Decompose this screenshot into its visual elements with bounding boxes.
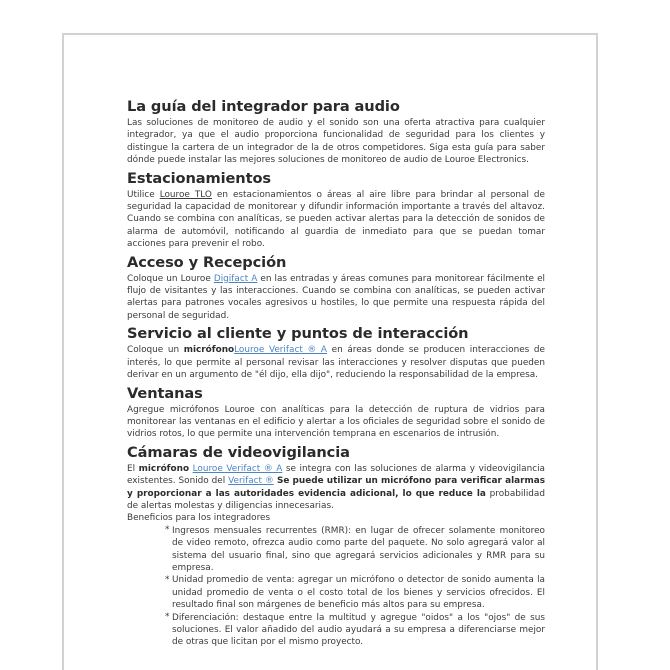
text-run: probabilidad de alertas molestas y diligencias innecesarias. bbox=[127, 488, 545, 511]
list-item bbox=[165, 612, 545, 649]
section-paragraph-estacionamientos bbox=[127, 189, 545, 251]
text-run: El bbox=[127, 463, 139, 474]
section-paragraph-camaras-videovigilancia bbox=[127, 463, 545, 513]
list-item bbox=[165, 574, 545, 611]
list-item-text: Unidad promedio de venta: agregar un micrófono o detector de sonido aumenta la unidad promedio de venta o el costo total de los bienes y servicios ofrecidos. El resultado final son márgenes de beneficio más altos para su empresa. bbox=[172, 575, 545, 611]
text-run: Utilice bbox=[127, 189, 160, 200]
section-heading-ventanas: Ventanas bbox=[127, 384, 203, 402]
link-louroe-verifact-a-2[interactable]: Louroe Verifact ® A bbox=[192, 463, 283, 474]
bullet-marker-icon: * bbox=[165, 525, 170, 536]
text-run: Coloque un Louroe bbox=[127, 273, 214, 284]
text-run: en estacionamientos o áreas al aire libre para brindar al personal de seguridad la capacidad de monitorear y difundir información importante a través del altavoz. Cuando se combina con analíticas, se pueden activar alertas para la detección de sonidos de alarma de automóvil, notificando al guardia de inmediato para que se puedan tomar acciones para prevenir el robo. bbox=[127, 189, 545, 250]
bullet-marker-icon: * bbox=[165, 574, 170, 585]
list-item-text: Diferenciación: destaque entre la multitud y agregue "oidos" a los "ojos" de sus soluciones. El valor añadido del audio ayudará a su empresa a diferenciarse mejor de otras que licitan por el mismo proyecto. bbox=[172, 612, 545, 648]
section-heading-servicio-cliente: Servicio al cliente y puntos de interacción bbox=[127, 325, 469, 343]
bold-microfono: micrófono bbox=[183, 345, 235, 356]
benefits-label: Beneficios para los integradores bbox=[127, 513, 271, 524]
page-title: La guía del integrador para audio bbox=[127, 98, 400, 115]
link-louroe-verifact-a[interactable]: Louroe Verifact ® A bbox=[234, 345, 327, 356]
link-louroe-tlo[interactable]: Louroe TLO bbox=[159, 189, 212, 200]
page-content bbox=[127, 98, 545, 649]
list-item-text: Ingresos mensuales recurrentes (RMR): en lugar de ofrecer solamente monitoreo de video remoto, ofrezca audio como parte del paquete. No solo agregará valor al sistema del usuario final, sino que agregará servicios adicionales y RMR para su empresa. bbox=[172, 525, 545, 573]
document-page bbox=[62, 33, 598, 670]
bold-run: Se puede utilizar un micrófono para verificar alarmas y proporcionar a las autoridades evidencia adicional, lo que reduce la bbox=[127, 476, 545, 499]
intro-paragraph: Las soluciones de monitoreo de audio y el sonido son una oferta atractiva para cualquier integrador, ya que el audio proporciona funcionalidad de seguridad para los clientes y distingue la cartera de un integrador de la de otros competidores. Siga esta guía para saber dónde puede instalar las mejores soluciones de monitoreo de audio de Louroe Electronics. bbox=[127, 118, 545, 166]
text-run: en áreas donde se producen interacciones de interés, lo que permite al personal revisar las interacciones y resolver disputas que pueden derivar en un argumento de "él dijo, ella dijo", reduciendo la responsabilidad de la empresa. bbox=[127, 345, 545, 381]
bullet-marker-icon: * bbox=[165, 612, 170, 623]
text-run: se integra con las soluciones de alarma y videovigilancia existentes. Sonido del bbox=[127, 463, 545, 487]
section-paragraph-acceso-recepcion bbox=[127, 273, 545, 323]
benefits-list bbox=[127, 525, 545, 649]
text-run: Coloque un bbox=[127, 345, 184, 356]
section-paragraph-servicio-cliente bbox=[127, 344, 545, 381]
link-verifact[interactable]: Verifact ® bbox=[228, 476, 274, 487]
bold-microfono-2: micrófono bbox=[138, 463, 190, 474]
section-heading-estacionamientos: Estacionamientos bbox=[127, 169, 271, 187]
link-digifact-a[interactable]: Digifact A bbox=[213, 273, 258, 284]
section-heading-camaras-videovigilancia: Cámaras de videovigilancia bbox=[127, 443, 350, 461]
section-heading-acceso-recepcion: Acceso y Recepción bbox=[127, 253, 287, 271]
section-paragraph-ventanas: Agregue micrófonos Louroe con analíticas para la detección de ruptura de vidrios para monitorear las ventanas en el edificio y alertar a los oficiales de seguridad sobre el sonido de vidrios rotos, lo que permite una intervención temprana en escenarios de intrusión. bbox=[127, 404, 545, 440]
list-item bbox=[165, 525, 545, 575]
text-run: en las entradas y áreas comunes para monitorear fácilmente el flujo de visitantes y las interacciones. Cuando se combina con analíticas, se pueden activar alertas para patrones vocales agresivos u hostiles, lo que permite una respuesta rápida del personal de seguridad. bbox=[127, 273, 545, 321]
